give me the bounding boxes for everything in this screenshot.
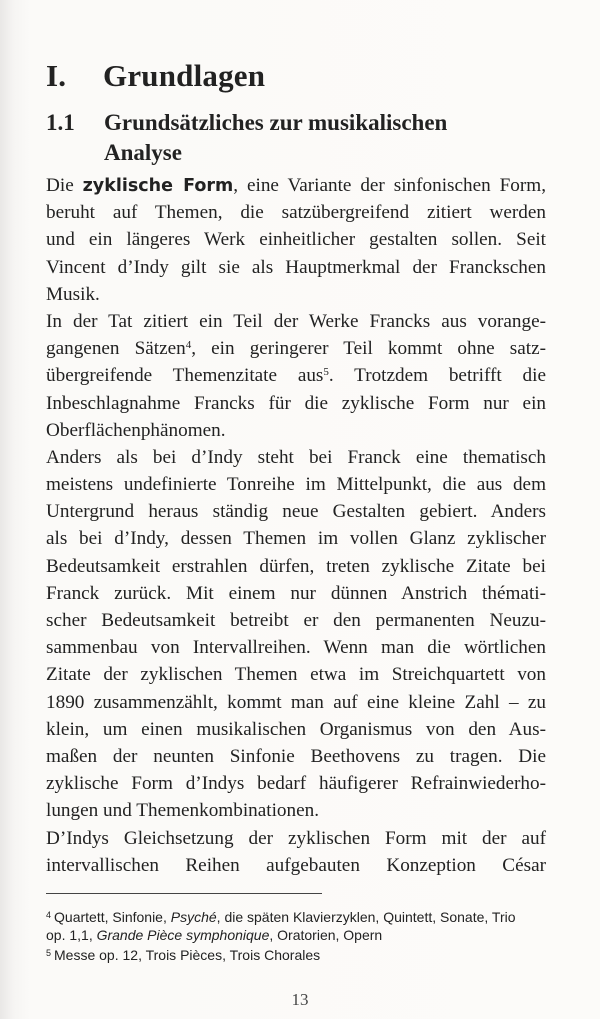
body-line: zyklische Form d’Indys bedarf häufigerer Refrainwiederho-	[46, 773, 546, 795]
section-heading	[46, 108, 516, 168]
footnote-4-line-1	[46, 906, 546, 926]
body-line: D’Indys Gleichsetzung der zyklischen Form mit der auf	[46, 827, 546, 849]
footnote-text: , die späten Klavierzyklen, Quintett, Sonate, Trio	[216, 909, 516, 925]
body-line: lungen und Themenkombinationen.	[46, 800, 320, 822]
footnote-reference[interactable]: 5	[323, 366, 329, 379]
footnote-italic-title: Psyché	[170, 909, 217, 925]
footnote-text: , Oratorien, Opern	[269, 927, 383, 943]
footnote-5	[46, 944, 546, 964]
footnote-text: Quartett, Sinfonie,	[54, 909, 171, 925]
body-line: als bei d’Indy, dessen Themen im vollen Glanz zyklischer	[46, 528, 546, 550]
page-number: 13	[291, 990, 309, 1009]
body-line: intervallischen Reihen aufgebauten Konzeption César	[46, 854, 546, 876]
body-line: Untergrund heraus ständig neue Gestalten gebiert. Anders	[46, 501, 546, 523]
body-line: maßen der neunten Sinfonie Beethovens zu tragen. Die	[46, 745, 546, 767]
footnote-4-line-2	[46, 926, 546, 944]
bold-term: zyklische Form	[82, 176, 234, 196]
section-title-line-2: Analyse	[104, 140, 182, 165]
footnote-mark: 5	[46, 948, 52, 958]
body-line: Vincent d’Indy gilt sie als Hauptmerkmal der Franckschen	[46, 256, 546, 278]
footnote-reference[interactable]: 4	[185, 339, 192, 352]
body-line: meistens undefinierte Tonreihe im Mittelpunkt, die aus dem	[46, 474, 546, 496]
body-line: klein, um einen musikalischen Organismus von den Aus-	[46, 718, 546, 740]
body-line: Oberflächenphänomen.	[46, 419, 226, 441]
body-line: scher Bedeutsamkeit betreibt er den permanenten Neuzu-	[46, 610, 546, 631]
body-line: Franck zurück. Mit einem nur dünnen Anstrich thémati-	[46, 582, 546, 604]
body-text	[46, 172, 546, 879]
body-line: und ein längeres Werk einheitlicher gestalten sollen. Seit	[46, 229, 546, 251]
body-line: Bedeutsamkeit erstrahlen dürfen, treten zyklische Zitate bei	[46, 555, 546, 577]
footnote-mark: 4	[46, 910, 52, 920]
body-line: beruht auf Themen, die satzübergreifend zitiert werden	[46, 202, 546, 224]
body-line: Die zyklische Form, eine Variante der sinfonischen Form,	[46, 175, 546, 196]
body-line: Musik.	[46, 283, 100, 305]
footnotes	[46, 906, 546, 964]
section-number: 1.1	[46, 110, 75, 135]
footnote-text: Messe op. 12, Trois Pièces, Trois Chorales	[54, 947, 321, 963]
chapter-heading	[46, 58, 265, 94]
body-line: sammenbau von Intervallreihen. Wenn man die wörtlichen	[46, 637, 546, 659]
body-line: Zitate der zyklischen Themen etwa im Streichquartett von	[46, 664, 546, 686]
footnote-divider	[46, 893, 322, 894]
body-line: übergreifende Themenzitate aus$^5$. Trotzdem betrifft die	[46, 365, 546, 387]
body-line: Anders als bei d’Indy steht bei Franck eine thematisch	[46, 446, 546, 468]
body-line: Inbeschlagnahme Francks für die zyklische Form nur ein	[46, 392, 546, 414]
footnote-text: op. 1,1,	[46, 927, 97, 943]
footnote-italic-title: Grande Pièce symphonique	[96, 927, 270, 943]
body-line: In der Tat zitiert ein Teil der Werke Francks aus vorange-	[46, 310, 546, 332]
body-line: gangenen Sätzen$^4$, ein geringerer Teil kommt ohne satz-	[46, 338, 546, 360]
section-title-line-1: Grundsätzliches zur musikalischen	[104, 110, 448, 135]
body-line: 1890 zusammenzählt, kommt man auf eine kleine Zahl – zu	[46, 691, 546, 713]
chapter-title: Grundlagen	[103, 58, 266, 93]
chapter-number: I.	[46, 58, 67, 93]
